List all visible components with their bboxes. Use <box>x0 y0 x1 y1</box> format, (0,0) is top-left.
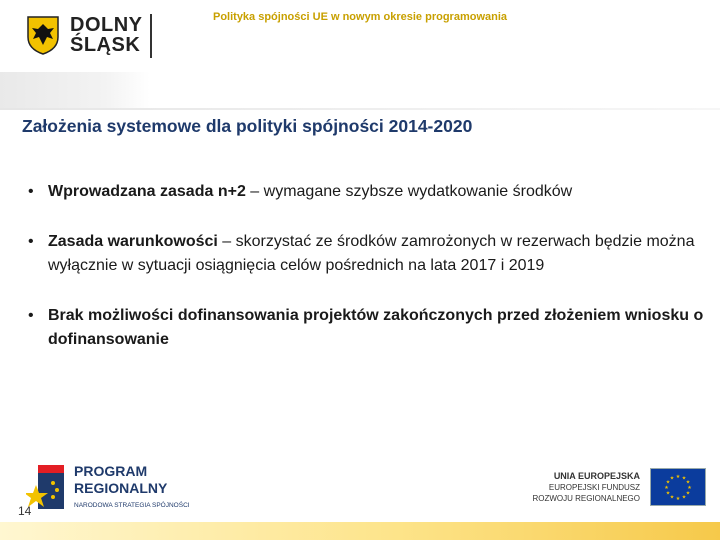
svg-text:★: ★ <box>681 494 687 501</box>
bullet-dot-icon: • <box>28 233 34 250</box>
eu-line2: EUROPEJSKI FUNDUSZ <box>548 482 640 492</box>
program-regionalny-logo <box>26 458 190 518</box>
bullet-text: – wymagane szybsze wydatkowanie środków <box>245 183 573 200</box>
decorative-line <box>0 108 720 110</box>
bullet-dot-icon: • <box>28 183 34 200</box>
bullet-bold-text: Brak możliwości dofinansowania projektów zakończonych przed złożeniem wniosku o dofinansowanie <box>48 307 704 348</box>
program-line1: PROGRAM <box>74 462 148 479</box>
slide-header <box>0 0 720 80</box>
bullet-item <box>28 304 708 352</box>
page-number: 14 <box>18 504 32 518</box>
bullet-list <box>28 180 708 378</box>
slide-title: Założenia systemowe dla polityki spójności 2014-2020 <box>22 116 473 136</box>
star-flag-icon <box>26 463 66 513</box>
eu-line1: UNIA EUROPEJSKA <box>553 470 640 481</box>
bullet-text: – skorzystać ze środków zamrożonych w rezerwach będzie można wyłącznie w sytuacji osiągnięcia celów pośrednich na lata 2017 i 2019 <box>48 233 695 274</box>
header-title: Polityka spójności UE w nowym okresie programowania <box>212 11 508 23</box>
eu-flag-icon <box>650 468 706 506</box>
logo-text-line1: DOLNY <box>70 14 143 36</box>
svg-text:★: ★ <box>685 479 691 486</box>
bullet-item <box>28 230 708 278</box>
svg-text:★: ★ <box>675 474 681 480</box>
bullet-dot-icon: • <box>28 307 34 324</box>
svg-text:★: ★ <box>681 475 687 482</box>
svg-text:★: ★ <box>665 490 671 497</box>
svg-text:★: ★ <box>669 494 675 501</box>
decorative-band <box>0 72 150 110</box>
bullet-item <box>28 180 708 204</box>
svg-text:★: ★ <box>664 485 669 491</box>
eu-logo <box>532 468 706 506</box>
svg-text:★: ★ <box>669 475 675 482</box>
svg-text:★: ★ <box>675 496 681 502</box>
svg-text:★: ★ <box>665 479 671 486</box>
logo-text-line2: ŚLĄSK <box>70 34 141 56</box>
eu-line3: ROZWOJU REGIONALNEGO <box>532 493 640 503</box>
bullet-bold-text: Wprowadzana zasada n+2 <box>48 183 246 200</box>
program-line3: NARODOWA STRATEGIA SPÓJNOŚCI <box>74 501 190 509</box>
bullet-bold-text: Zasada warunkowości <box>48 233 218 250</box>
svg-text:★: ★ <box>685 490 691 497</box>
svg-text:★: ★ <box>687 485 692 491</box>
bottom-band <box>0 522 720 540</box>
program-line2: REGIONALNY <box>74 479 168 496</box>
